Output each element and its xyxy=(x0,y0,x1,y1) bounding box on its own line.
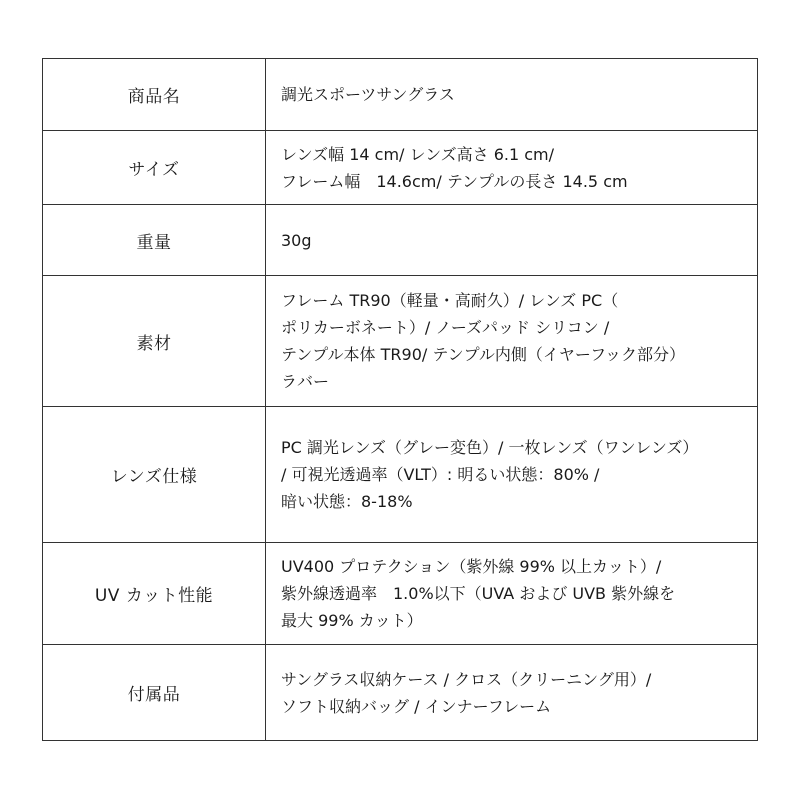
label-size: サイズ xyxy=(43,131,266,205)
table-row-lens-spec xyxy=(43,407,758,543)
value-line: UV400 プロテクション（紫外線 99% 以上カット）/ xyxy=(281,557,662,576)
value-line: ポリカーボネート）/ ノーズパッド シリコン / xyxy=(281,318,610,337)
label-product-name: 商品名 xyxy=(43,59,266,131)
value-line: 最大 99% カット） xyxy=(281,611,423,630)
table-row-accessories xyxy=(43,645,758,741)
value-line: PC 調光レンズ（グレー変色）/ 一枚レンズ（ワンレンズ） xyxy=(281,438,699,457)
value-line: フレーム幅 14.6cm/ テンプルの長さ 14.5 cm xyxy=(281,171,628,191)
table-row-material xyxy=(43,276,758,407)
value-line: 紫外線透過率 1.0%以下（UVA および UVB 紫外線を xyxy=(281,584,676,603)
value-line: 調光スポーツサングラス xyxy=(281,85,455,104)
table-row-product-name xyxy=(43,59,758,131)
label-accessories: 付属品 xyxy=(43,645,266,741)
value-line: ラバー xyxy=(281,372,330,391)
value-line: 30g xyxy=(281,230,312,250)
value-line: / 可視光透過率（VLT）: 明るい状態：80% / xyxy=(281,465,600,484)
value-material xyxy=(266,276,758,407)
value-line: ソフト収納バッグ / インナーフレーム xyxy=(281,696,552,716)
table-row-uv-performance xyxy=(43,543,758,645)
value-line: フレーム TR90（軽量・高耐久）/ レンズ PC（ xyxy=(281,291,619,310)
table-row-size xyxy=(43,131,758,205)
value-weight xyxy=(266,205,758,276)
label-weight: 重量 xyxy=(43,205,266,276)
table-row-weight xyxy=(43,205,758,276)
value-product-name xyxy=(266,59,758,131)
spec-table xyxy=(42,58,758,741)
label-uv-performance: UV カット性能 xyxy=(43,543,266,645)
value-accessories xyxy=(266,645,758,741)
value-lens-spec xyxy=(266,407,758,543)
value-line: レンズ幅 14 cm/ レンズ高さ 6.1 cm/ xyxy=(281,144,555,164)
label-material: 素材 xyxy=(43,276,266,407)
value-uv-performance xyxy=(266,543,758,645)
value-line: 暗い状態：8-18% xyxy=(281,492,413,511)
value-size xyxy=(266,131,758,205)
value-line: テンプル本体 TR90/ テンプル内側（イヤーフック部分） xyxy=(281,345,686,364)
label-lens-spec: レンズ仕様 xyxy=(43,407,266,543)
value-line: サングラス収納ケース / クロス（クリーニング用）/ xyxy=(281,669,652,689)
